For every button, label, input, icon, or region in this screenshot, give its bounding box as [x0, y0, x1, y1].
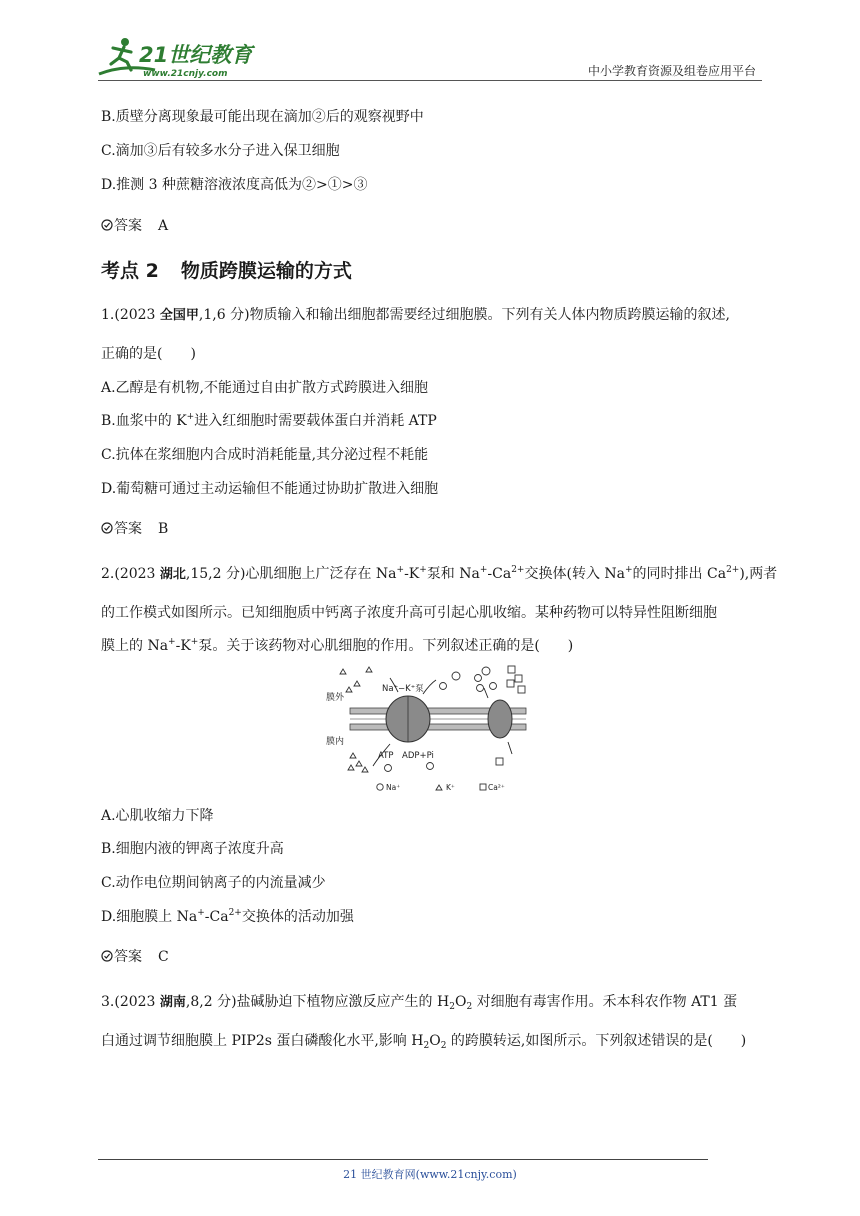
svg-text:膜外: 膜外 [326, 693, 345, 703]
site-logo [95, 34, 265, 80]
q1-option-b: B.血浆中的 K+进入红细胞时需要载体蛋白并消耗 ATP [101, 412, 437, 429]
na-ca-exchanger [488, 700, 512, 738]
q3-stem-line2: 白通过调节细胞膜上 PIP2s 蛋白磷酸化水平,影响 $H_2O_2$ 的跨膜转运,如图所示。下列叙述错误的是( ) [101, 1033, 747, 1051]
footer-divider [98, 1159, 708, 1160]
q2-option-d: D.细胞膜上 $Na^+-Ca^{2+}$交换体的活动加强 [101, 908, 354, 925]
q2-answer: 答案 C [101, 946, 169, 966]
ca-ion [515, 675, 522, 682]
prev-option-c: C.滴加③后有较多水分子进入保卫细胞 [101, 143, 340, 159]
q1-option-c: C.抗体在浆细胞内合成时消耗能量,其分泌过程不耗能 [101, 447, 429, 463]
q2-option-b: B.细胞内液的钾离子浓度升高 [101, 841, 284, 857]
svg-text:Na⁺−K⁺泵: Na⁺−K⁺泵 [382, 684, 424, 694]
section-heading: 考点 2 物质跨膜运输的方式 [101, 260, 352, 282]
svg-text:21世纪教育: 21世纪教育 [139, 43, 253, 67]
footer-link[interactable]: 21 世纪教育网(www.21cnjy.com) [343, 1168, 517, 1181]
q1-stem-line1: 1.(2023 全国甲,1,6 分)物质输入和输出细胞都需要经过细胞膜。下列有关人体内物质跨膜运输的叙述, [101, 307, 731, 323]
answer-check-icon [101, 522, 113, 534]
svg-text:ATP: ATP [378, 751, 394, 761]
q2-stem-line1: 2.(2023 湖北,15,2 分)心肌细胞上广泛存在 Na+-K+泵和 $Na^+-Ca^{2+}$交换体(转入 Na+的同时排出 $Ca^{2+}$),两者 [101, 565, 778, 582]
q2-stem-line3: 膜上的 Na+-K+泵。关于该药物对心肌细胞的作用。下列叙述正确的是( ) [101, 637, 574, 654]
na-ion [475, 675, 482, 682]
prev-answer: 答案 A [101, 215, 168, 235]
k-ion [346, 687, 352, 692]
runner-logo-icon [95, 34, 265, 80]
svg-text:ADP+Pi: ADP+Pi [402, 751, 434, 761]
answer-check-icon [101, 950, 113, 962]
q2-option-c: C.动作电位期间钠离子的内流量减少 [101, 875, 326, 891]
q1-answer: 答案 B [101, 518, 168, 538]
ca-ion [508, 666, 515, 673]
k-ion [366, 667, 372, 672]
k-ion [354, 681, 360, 686]
q3-stem-line1: 3.(2023 湖南,8,2 分)盐碱胁迫下植物应激反应产生的 $H_2O_2$ 对细胞有毒害作用。禾本科农作物 AT1 蛋 [101, 994, 738, 1012]
na-ion [490, 683, 497, 690]
svg-text:www.21cnjy.com: www.21cnjy.com [143, 69, 228, 79]
na-ion [452, 672, 460, 680]
ca-ion [518, 686, 525, 693]
header-divider [98, 80, 762, 81]
answer-check-icon [101, 219, 113, 231]
k-ion [340, 669, 346, 674]
ca-ion [507, 680, 514, 687]
header-platform-text: 中小学教育资源及组卷应用平台 [587, 64, 756, 78]
prev-option-b: B.质壁分离现象最可能出现在滴加②后的观察视野中 [101, 109, 424, 125]
na-ion [440, 683, 447, 690]
q1-option-d: D.葡萄糖可通过主动运输但不能通过协助扩散进入细胞 [101, 481, 439, 497]
q1-option-a: A.乙醇是有机物,不能通过自由扩散方式跨膜进入细胞 [101, 380, 429, 396]
svg-text:膜内: 膜内 [326, 737, 345, 747]
na-ion [482, 667, 490, 675]
membrane-transport-figure [318, 658, 528, 798]
q2-stem-line2: 的工作模式如图所示。已知细胞质中钙离子浓度升高可引起心肌收缩。某种药物可以特异性阻断细胞 [101, 605, 717, 621]
prev-option-d: D.推测 3 种蔗糖溶液浓度高低为②>①>③ [101, 177, 368, 193]
svg-text:Ca²⁺: Ca²⁺ [488, 783, 505, 792]
svg-text:K⁺: K⁺ [446, 783, 455, 792]
na-ion [477, 685, 484, 692]
q2-option-a: A.心肌收缩力下降 [101, 808, 214, 824]
q1-stem-line2: 正确的是( ) [101, 346, 196, 362]
svg-text:Na⁺: Na⁺ [386, 783, 401, 792]
